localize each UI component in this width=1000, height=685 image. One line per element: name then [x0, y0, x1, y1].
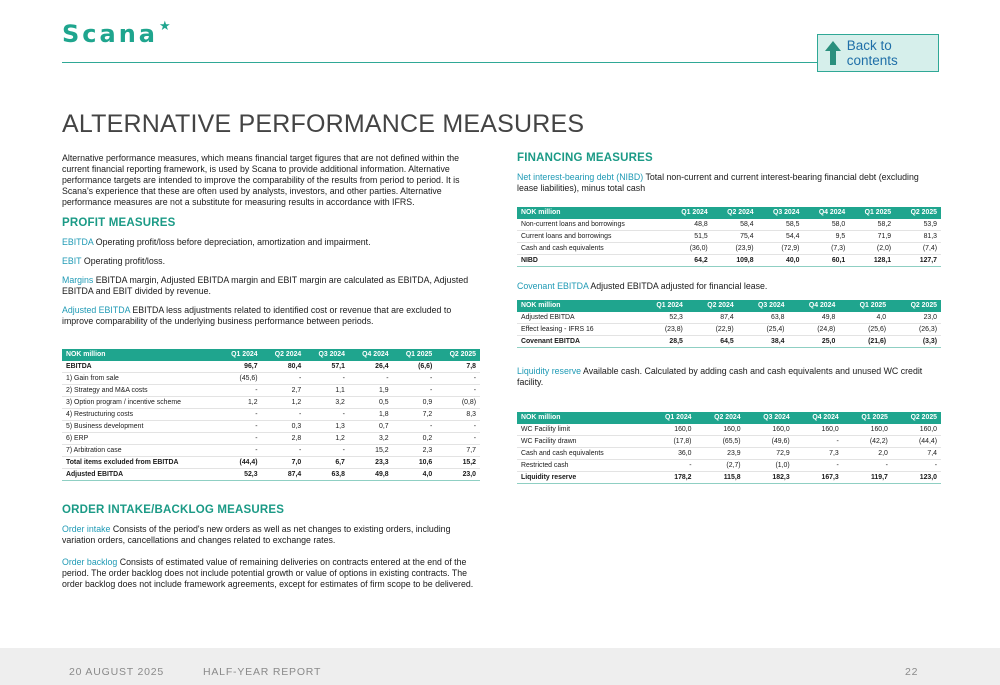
table-cell: 127,7: [895, 255, 941, 267]
nibd-table: [517, 207, 941, 267]
row-label: Liquidity reserve: [517, 472, 646, 484]
table-cell: (3,3): [890, 336, 941, 348]
table-cell: -: [349, 373, 393, 385]
table-cell: -: [305, 409, 349, 421]
column-header: NOK million: [517, 300, 636, 312]
definition-text: Adjusted EBITDA adjusted for financial lease.: [588, 281, 768, 291]
column-header: Q4 2024: [788, 300, 839, 312]
table-cell: (24,8): [788, 324, 839, 336]
column-header: NOK million: [62, 349, 218, 361]
table-cell: 36,0: [646, 448, 695, 460]
table-cell: (36,0): [666, 243, 712, 255]
table-cell: 53,9: [895, 219, 941, 231]
footer-report-name: HALF-YEAR REPORT: [203, 666, 322, 678]
table-header-row: [62, 349, 480, 361]
table-row: [62, 469, 480, 481]
term: Liquidity reserve: [517, 366, 582, 376]
table-cell: -: [218, 433, 262, 445]
table-cell: (25,6): [839, 324, 890, 336]
table-cell: 178,2: [646, 472, 695, 484]
table-cell: (65,5): [695, 436, 744, 448]
back-to-contents-button[interactable]: [817, 34, 939, 72]
table-row: [62, 445, 480, 457]
table-cell: -: [218, 385, 262, 397]
definition-covenant-ebitda: [517, 281, 941, 292]
term: Margins: [62, 275, 94, 285]
table-cell: 23,9: [695, 448, 744, 460]
row-label: 5) Business development: [62, 421, 218, 433]
table-cell: 7,4: [892, 448, 941, 460]
table-cell: 4,0: [839, 312, 890, 324]
order-measures-heading: ORDER INTAKE/BACKLOG MEASURES: [62, 504, 285, 516]
table-cell: -: [393, 373, 437, 385]
table-cell: -: [843, 460, 892, 472]
table-cell: 160,0: [843, 424, 892, 436]
table-row: [62, 409, 480, 421]
table-row: [517, 472, 941, 484]
table-cell: -: [262, 409, 306, 421]
table-cell: (7,4): [895, 243, 941, 255]
intro-paragraph: Alternative performance measures, which means financial target figures that are not defined within the current financial reporting framework, is used by Scana to provide additional information. Alternative performance targets are intended to improve the comparability of the results from period to period. It is Scana's experience that these are often used by analysts, investors, and other parties. Alternative performance measures are not a substitute for measuring results in accordance with IFRS.: [62, 153, 460, 207]
table-cell: 1,9: [349, 385, 393, 397]
table-cell: 0,9: [393, 397, 437, 409]
column-header: Q2 2024: [695, 412, 744, 424]
table-cell: 58,2: [849, 219, 895, 231]
table-cell: -: [646, 460, 695, 472]
table-cell: 64,2: [666, 255, 712, 267]
table-cell: 96,7: [218, 361, 262, 373]
definition-nibd: [517, 172, 941, 194]
table-cell: 58,5: [758, 219, 804, 231]
column-header: Q1 2025: [849, 207, 895, 219]
table-cell: 58,4: [712, 219, 758, 231]
table-cell: -: [218, 421, 262, 433]
table-cell: 109,8: [712, 255, 758, 267]
row-label: WC Facility drawn: [517, 436, 646, 448]
table-cell: 38,4: [738, 336, 789, 348]
table-cell: (22,9): [687, 324, 738, 336]
table-cell: 2,3: [393, 445, 437, 457]
table-cell: -: [218, 445, 262, 457]
table-cell: 3,2: [305, 397, 349, 409]
table-cell: 8,3: [436, 409, 480, 421]
table-cell: (44,4): [892, 436, 941, 448]
table-cell: (25,4): [738, 324, 789, 336]
column-header: Q4 2024: [803, 207, 849, 219]
table-cell: 0,2: [393, 433, 437, 445]
table-cell: 52,3: [218, 469, 262, 481]
table-cell: 15,2: [436, 457, 480, 469]
table-cell: -: [305, 373, 349, 385]
table-cell: 2,7: [262, 385, 306, 397]
table-row: [62, 397, 480, 409]
column-header: Q3 2024: [745, 412, 794, 424]
table-cell: -: [262, 445, 306, 457]
row-label: Restricted cash: [517, 460, 646, 472]
table-cell: 160,0: [892, 424, 941, 436]
table-cell: (2,7): [695, 460, 744, 472]
column-header: Q3 2024: [305, 349, 349, 361]
page-number: 22: [905, 666, 919, 678]
table-row: [517, 448, 941, 460]
table-cell: 3,2: [349, 433, 393, 445]
table-cell: 87,4: [687, 312, 738, 324]
table-cell: 63,8: [305, 469, 349, 481]
table-row: [517, 219, 941, 231]
definition-text: Consists of the period's new orders as well as net changes to existing orders, including variation orders, cancellations and changes related to exchange rates.: [62, 524, 451, 545]
table-cell: 4,0: [393, 469, 437, 481]
table-row: [517, 231, 941, 243]
table-cell: -: [262, 373, 306, 385]
page-footer: [0, 648, 1000, 685]
column-header: NOK million: [517, 207, 666, 219]
profit-measures-heading: PROFIT MEASURES: [62, 217, 176, 229]
table-cell: 7,8: [436, 361, 480, 373]
definition-text: Operating profit/loss.: [81, 256, 166, 266]
row-label: Total items excluded from EBITDA: [62, 457, 218, 469]
table-cell: 28,5: [636, 336, 687, 348]
table-header-row: [517, 300, 941, 312]
table-cell: 49,8: [349, 469, 393, 481]
arrow-up-back-icon: [821, 36, 845, 70]
term: Order intake: [62, 524, 111, 534]
table-row: [517, 324, 941, 336]
term: EBIT: [62, 256, 82, 266]
table-cell: 119,7: [843, 472, 892, 484]
table-cell: 2,8: [262, 433, 306, 445]
row-label: Adjusted EBITDA: [62, 469, 218, 481]
table-cell: -: [436, 433, 480, 445]
table-cell: (26,3): [890, 324, 941, 336]
table-cell: 80,4: [262, 361, 306, 373]
table-cell: 123,0: [892, 472, 941, 484]
table-cell: -: [436, 385, 480, 397]
table-cell: 128,1: [849, 255, 895, 267]
table-cell: 167,3: [794, 472, 843, 484]
definition-liquidity-reserve: [517, 366, 941, 388]
table-cell: 0,5: [349, 397, 393, 409]
column-header: Q1 2025: [393, 349, 437, 361]
adjusted-ebitda-table: [62, 349, 480, 481]
column-header: Q2 2025: [890, 300, 941, 312]
table-cell: 160,0: [794, 424, 843, 436]
column-header: Q1 2024: [636, 300, 687, 312]
table-cell: 75,4: [712, 231, 758, 243]
table-cell: 54,4: [758, 231, 804, 243]
table-row: [517, 424, 941, 436]
logo-text: Scana: [62, 20, 158, 48]
definition-adjusted-ebitda: [62, 305, 480, 327]
table-cell: 26,4: [349, 361, 393, 373]
table-cell: 1,8: [349, 409, 393, 421]
table-cell: 81,3: [895, 231, 941, 243]
table-cell: 49,8: [788, 312, 839, 324]
row-label: Effect leasing - IFRS 16: [517, 324, 636, 336]
table-cell: 57,1: [305, 361, 349, 373]
term: Order backlog: [62, 557, 118, 567]
table-cell: 2,0: [843, 448, 892, 460]
table-cell: 60,1: [803, 255, 849, 267]
table-cell: (17,8): [646, 436, 695, 448]
row-label: 3) Option program / incentive scheme: [62, 397, 218, 409]
table-cell: 1,1: [305, 385, 349, 397]
table-cell: (23,9): [712, 243, 758, 255]
row-label: Adjusted EBITDA: [517, 312, 636, 324]
definition-text: EBITDA margin, Adjusted EBITDA margin and EBIT margin are calculated as EBITDA, Adjusted EBITDA and EBIT divided by revenue.: [62, 275, 469, 296]
column-header: Q4 2024: [349, 349, 393, 361]
table-header-row: [517, 412, 941, 424]
column-header: Q1 2025: [839, 300, 890, 312]
table-cell: -: [218, 409, 262, 421]
table-cell: 25,0: [788, 336, 839, 348]
table-cell: 1,2: [262, 397, 306, 409]
table-cell: -: [393, 385, 437, 397]
column-header: Q4 2024: [794, 412, 843, 424]
table-cell: 23,0: [890, 312, 941, 324]
table-cell: 58,0: [803, 219, 849, 231]
definition-text: Available cash. Calculated by adding cash and cash equivalents and unused WC credit facility.: [517, 366, 923, 387]
row-label: Non-current loans and borrowings: [517, 219, 666, 231]
table-cell: 52,3: [636, 312, 687, 324]
definition-text: Consists of estimated value of remaining deliveries on contracts entered at the end of the period. The order backlog does not include potential growth or value of options in existing contracts. The order backlog does not include framework agreements, except for estimates of firm scope to be delivered.: [62, 557, 474, 589]
definition-ebit: [62, 256, 480, 267]
table-row: [517, 312, 941, 324]
row-label: 4) Restructuring costs: [62, 409, 218, 421]
table-cell: 1,2: [218, 397, 262, 409]
column-header: Q3 2024: [738, 300, 789, 312]
table-cell: 10,6: [393, 457, 437, 469]
column-header: Q2 2024: [262, 349, 306, 361]
row-label: Covenant EBITDA: [517, 336, 636, 348]
table-cell: 7,2: [393, 409, 437, 421]
column-header: Q1 2024: [646, 412, 695, 424]
term: EBITDA: [62, 237, 94, 247]
table-cell: 7,3: [794, 448, 843, 460]
table-cell: 0,3: [262, 421, 306, 433]
table-row: [517, 436, 941, 448]
table-cell: 40,0: [758, 255, 804, 267]
table-row: [517, 336, 941, 348]
liquidity-reserve-table: [517, 412, 941, 484]
star-icon: ★: [159, 18, 171, 33]
table-cell: 23,3: [349, 457, 393, 469]
footer-date: 20 AUGUST 2025: [69, 666, 165, 678]
table-cell: (6,6): [393, 361, 437, 373]
column-header: Q1 2024: [666, 207, 712, 219]
term: Adjusted EBITDA: [62, 305, 130, 315]
table-row: [517, 460, 941, 472]
table-cell: -: [393, 421, 437, 433]
table-row: [62, 433, 480, 445]
definition-text: Operating profit/loss before depreciation, amortization and impairment.: [93, 237, 371, 247]
row-label: EBITDA: [62, 361, 218, 373]
table-cell: 1,3: [305, 421, 349, 433]
table-cell: 71,9: [849, 231, 895, 243]
column-header: Q1 2025: [843, 412, 892, 424]
table-cell: (23,8): [636, 324, 687, 336]
table-cell: (72,9): [758, 243, 804, 255]
row-label: Cash and cash equivalents: [517, 448, 646, 460]
row-label: 1) Gain from sale: [62, 373, 218, 385]
row-label: 6) ERP: [62, 433, 218, 445]
definition-text: Total non-current and current interest-bearing financial debt (excluding lease liabilities), minus total cash: [517, 172, 919, 193]
table-cell: 63,8: [738, 312, 789, 324]
term: Net interest-bearing debt (NIBD): [517, 172, 644, 182]
table-cell: 6,7: [305, 457, 349, 469]
row-label: 7) Arbitration case: [62, 445, 218, 457]
table-cell: 72,9: [745, 448, 794, 460]
table-cell: (1,0): [745, 460, 794, 472]
back-to-contents-label: Back to contents: [846, 38, 898, 68]
table-cell: 115,8: [695, 472, 744, 484]
table-cell: 51,5: [666, 231, 712, 243]
row-label: Current loans and borrowings: [517, 231, 666, 243]
row-label: WC Facility limit: [517, 424, 646, 436]
table-cell: 0,7: [349, 421, 393, 433]
column-header: Q2 2025: [436, 349, 480, 361]
definition-order-intake: [62, 524, 480, 546]
financing-measures-heading: FINANCING MEASURES: [517, 152, 653, 164]
column-header: Q3 2024: [758, 207, 804, 219]
table-cell: 182,3: [745, 472, 794, 484]
column-header: Q2 2025: [895, 207, 941, 219]
row-label: NIBD: [517, 255, 666, 267]
table-cell: (49,6): [745, 436, 794, 448]
table-row: [517, 255, 941, 267]
row-label: 2) Strategy and M&A costs: [62, 385, 218, 397]
left-column: [62, 153, 480, 598]
table-row: [62, 361, 480, 373]
table-cell: -: [892, 460, 941, 472]
table-row: [62, 373, 480, 385]
table-cell: -: [794, 460, 843, 472]
definition-order-backlog: [62, 557, 480, 590]
table-cell: 160,0: [695, 424, 744, 436]
table-cell: (21,6): [839, 336, 890, 348]
table-cell: 7,0: [262, 457, 306, 469]
table-cell: (42,2): [843, 436, 892, 448]
table-cell: 15,2: [349, 445, 393, 457]
table-cell: 7,7: [436, 445, 480, 457]
column-header: Q2 2025: [892, 412, 941, 424]
right-column: [517, 153, 941, 484]
column-header: Q2 2024: [687, 300, 738, 312]
table-cell: 23,0: [436, 469, 480, 481]
table-cell: -: [436, 373, 480, 385]
table-cell: 9,5: [803, 231, 849, 243]
table-header-row: [517, 207, 941, 219]
table-cell: (44,4): [218, 457, 262, 469]
term: Covenant EBITDA: [517, 281, 589, 291]
covenant-ebitda-table: [517, 300, 941, 348]
table-cell: 160,0: [745, 424, 794, 436]
table-row: [62, 421, 480, 433]
definition-margins: [62, 275, 480, 297]
column-header: Q1 2024: [218, 349, 262, 361]
table-cell: 87,4: [262, 469, 306, 481]
table-row: [62, 457, 480, 469]
table-cell: 64,5: [687, 336, 738, 348]
table-cell: 48,8: [666, 219, 712, 231]
scana-logo: [62, 20, 171, 48]
page-title: ALTERNATIVE PERFORMANCE MEASURES: [62, 110, 585, 138]
table-cell: (45,6): [218, 373, 262, 385]
table-row: [62, 385, 480, 397]
column-header: Q2 2024: [712, 207, 758, 219]
definition-ebitda: [62, 237, 480, 248]
definition-text: EBITDA less adjustments related to identified cost or revenue that are excluded to improve comparability of the underlying business performance between periods.: [62, 305, 452, 326]
table-cell: (2,0): [849, 243, 895, 255]
table-cell: (0,8): [436, 397, 480, 409]
table-row: [517, 243, 941, 255]
row-label: Cash and cash equivalents: [517, 243, 666, 255]
column-header: NOK million: [517, 412, 646, 424]
table-cell: -: [436, 421, 480, 433]
table-cell: -: [305, 445, 349, 457]
table-cell: (7,3): [803, 243, 849, 255]
table-cell: -: [794, 436, 843, 448]
table-cell: 1,2: [305, 433, 349, 445]
header-divider: [62, 62, 817, 63]
table-cell: 160,0: [646, 424, 695, 436]
